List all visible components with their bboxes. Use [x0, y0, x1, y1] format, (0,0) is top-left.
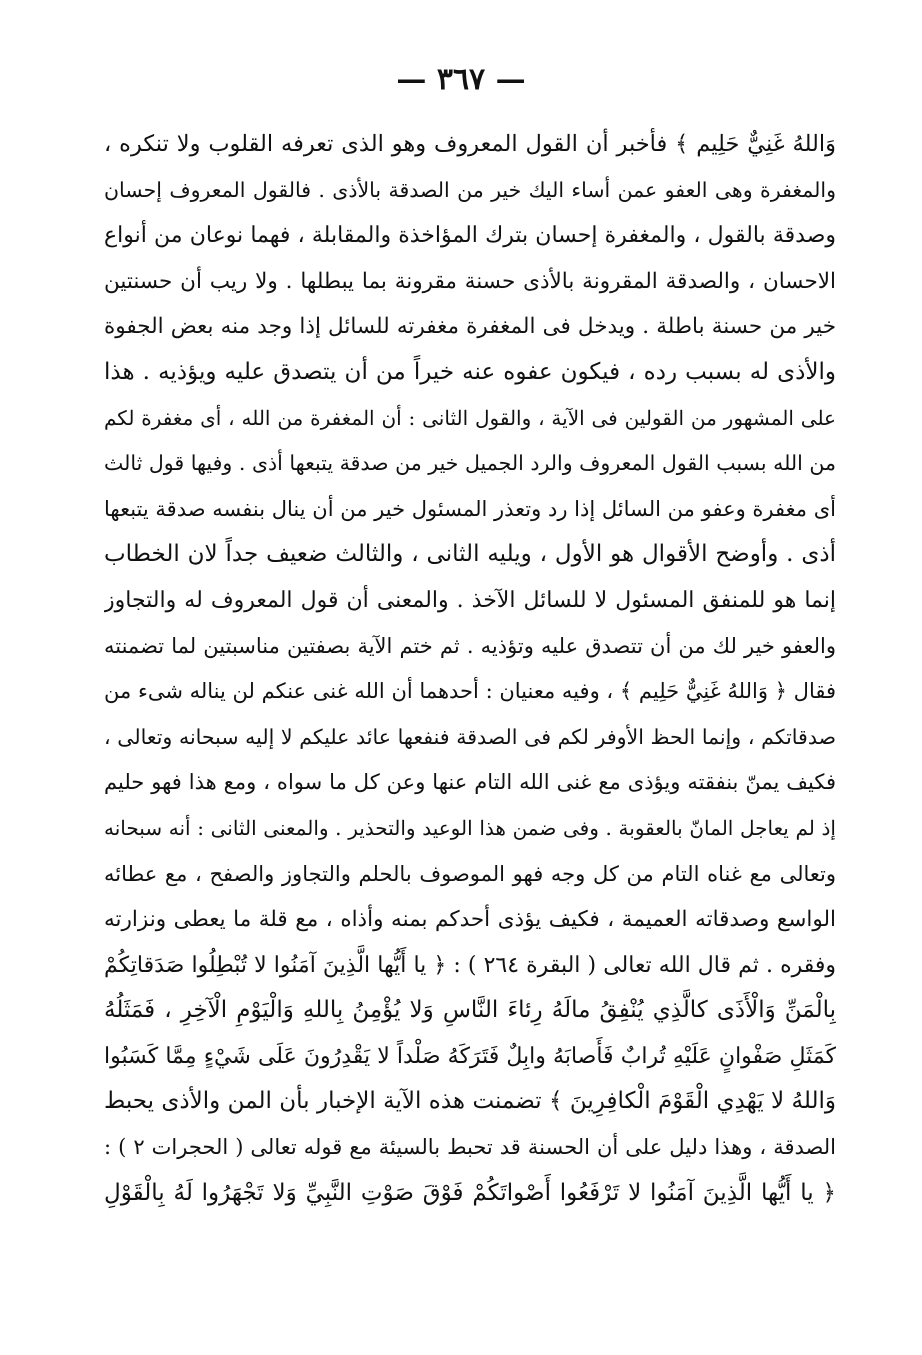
- quran-verse-line: ﴿ يا أَيُّها الَّذِينَ آمَنُوا لا تَرْفَعُوا أَصْواتَكُمْ فَوْقَ صَوْتِ النَّبِيِّ وَلا تَجْهَرُوا لَهُ بِالْقَوْلِ: [104, 1179, 836, 1206]
- text-line: على المشهور من القولين فى الآية ، والقول الثانى : أن المغفرة من الله ، أى مغفرة لكم: [104, 405, 836, 430]
- text-line: الاحسان ، والصدقة المقرونة بالأذى حسنة مقرونة بما يبطلها . ولا ريب أن حسنتين: [104, 268, 836, 294]
- text-line: إذ لم يعاجل المانّ بالعقوبة . وفى ضمن هذا الوعيد والتحذير . والمعنى الثانى : أنه سبحانه: [104, 815, 836, 840]
- text-line: أذى . وأوضح الأقوال هو الأول ، ويليه الثانى ، والثالث ضعيف جداً لان الخطاب: [104, 541, 836, 568]
- page-text: [104, 122, 836, 1216]
- text-line: والمغفرة وهى العفو عمن أساء اليك خير من الصدقة بالأذى . فالقول المعروف إحسان: [104, 177, 836, 202]
- text-line: خير من حسنة باطلة . ويدخل فى المغفرة مغفرته للسائل إذا وجد منه بعض الجفوة: [104, 314, 836, 340]
- text-line: وَاللهُ غَنِيٌّ حَلِيم ﴾ فأخبر أن القول المعروف وهو الذى تعرفه القلوب ولا تنكره ،: [104, 131, 836, 157]
- quran-verse-line: بِالْمَنِّ وَالْأَذَى كالَّذِي يُنْفِقُ مالَهُ رِئاءَ النَّاسِ وَلا يُؤْمِنُ بِاللهِ وَالْيَوْمِ الْآخِرِ ، فَمَثَلُهُ: [104, 997, 836, 1024]
- text-line: صدقاتكم ، وإنما الحظ الأوفر لكم فى الصدقة فنفعها عائد عليكم لا إليه سبحانه وتعالى ،: [104, 724, 836, 749]
- quran-verse-line: وفقره . ثم قال الله تعالى ( البقرة ٢٦٤ ) : ﴿ يا أَيُّها الَّذِينَ آمَنُوا لا تُبْطِلُوا صَدَقاتِكُمْ: [104, 952, 836, 978]
- text-line: إنما هو للمنفق المسئول لا للسائل الآخذ . والمعنى أن قول المعروف له والتجاوز: [104, 587, 836, 613]
- text-line: الصدقة ، وهذا دليل على أن الحسنة قد تحبط بالسيئة مع قوله تعالى ( الحجرات ٢ ) :: [104, 1135, 836, 1160]
- text-line: والأذى له بسبب رده ، فيكون عفوه عنه خيراً من أن يتصدق عليه ويؤذيه . هذا: [104, 358, 836, 385]
- quran-verse-line: كَمَثَلِ صَفْوانٍ عَلَيْهِ تُرابٌ فَأَصابَهُ وابِلٌ فَتَرَكَهُ صَلْداً لا يَقْدِرُونَ عَلَى شَيْءٍ مِمَّا كَسَبُوا: [104, 1043, 836, 1069]
- text-line: وتعالى مع غناه التام من كل وجه فهو الموصوف بالحلم والتجاوز والصفح ، مع عطائه: [104, 861, 836, 886]
- text-line: وصدقة بالقول ، والمغفرة إحسان بترك المؤاخذة والمقابلة ، فهما نوعان من أنواع: [104, 223, 836, 249]
- text-line: أى مغفرة وعفو من السائل إذا رد وتعذر المسئول خير من أن ينال بنفسه صدقة يتبعها: [104, 496, 836, 521]
- text-line: والعفو خير لك من أن تتصدق عليه وتؤذيه . ثم ختم الآية بصفتين مناسبتين لما تضمنته: [104, 633, 836, 658]
- text-line: من الله بسبب القول المعروف والرد الجميل خير من صدقة يتبعها أذى . وفيها قول ثالث: [104, 451, 836, 476]
- quran-verse-line: وَاللهُ لا يَهْدِي الْقَوْمَ الْكافِرِينَ ﴾ تضمنت هذه الآية الإخبار بأن المن والأذى يحبط: [104, 1088, 836, 1115]
- text-line: فكيف يمنّ بنفقته ويؤذى مع غنى الله التام عنها وعن كل ما سواه ، ومع هذا فهو حليم: [104, 770, 836, 795]
- page-number: — ٣٦٧ —: [396, 62, 526, 97]
- text-line: الواسع وصدقاته العميمة ، فكيف يؤذى أحدكم بمنه وأذاه ، مع قلة ما يعطى ونزارته: [104, 907, 836, 933]
- text-line: فقال ﴿ وَاللهُ غَنِيٌّ حَلِيم ﴾ ، وفيه معنيان : أحدهما أن الله غنى عنكم لن يناله شىء من: [104, 679, 836, 704]
